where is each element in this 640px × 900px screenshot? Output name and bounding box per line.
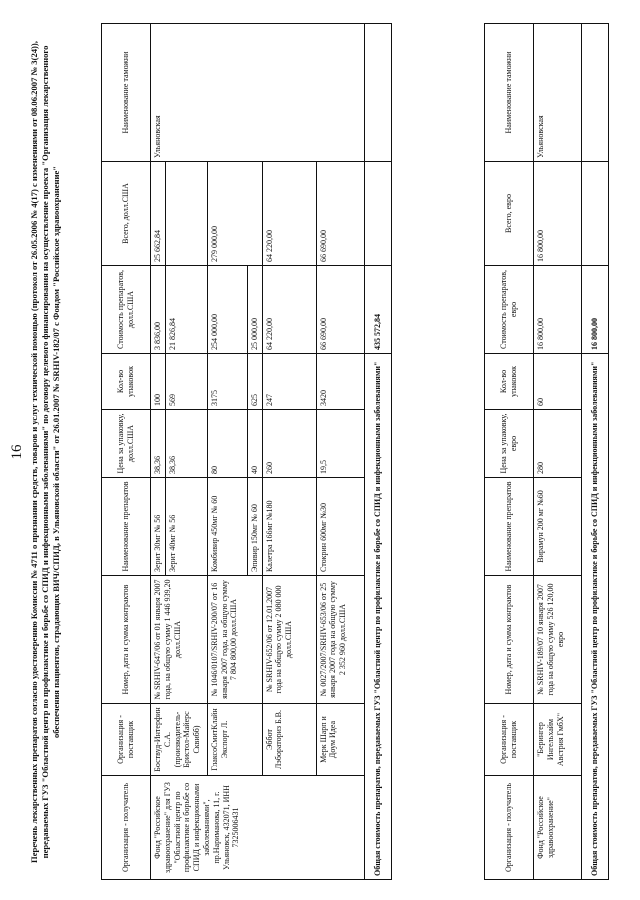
column-header: Цена за упаковку, долл.США: [102, 410, 151, 478]
qty-cell: 3175: [207, 354, 247, 410]
total-cell: 16 800,00: [534, 162, 582, 266]
total-value: 435 572,84: [364, 266, 391, 354]
total-cell: 279 000,00: [207, 162, 262, 266]
page-number: 16: [9, 444, 25, 460]
column-header: Стоимость препаратов, долл.США: [102, 266, 151, 354]
total-cell: 64 220,00: [262, 162, 316, 266]
qty-cell: 3420: [316, 354, 364, 410]
table-total-row: [364, 24, 391, 880]
table-header-row: [485, 24, 534, 880]
supplier-cell: "Берингер Ингельхайм Австрия ГмбХ": [534, 704, 582, 776]
supplier-cell: Эббот Лэбораториз Б.В.: [262, 704, 316, 776]
price-cell: 40: [247, 410, 262, 478]
table-row: [534, 24, 582, 880]
column-header: Организация - получатель: [485, 776, 534, 880]
cost-cell: 66 690,00: [316, 266, 364, 354]
qty-cell: 60: [534, 354, 582, 410]
column-header: Наименование препаратов: [485, 478, 534, 576]
column-header: Организация - поставщик: [102, 704, 151, 776]
contract-cell: № 0027/2007/SRHIV-653/06 от 25 января 2007 года на общую сумму 2 352 960 долл.США: [316, 576, 364, 704]
customs-cell: Ульяновская: [534, 24, 582, 162]
total-cell-empty: [165, 162, 207, 266]
drug-cell: Эпивир 150мг № 60: [247, 478, 262, 576]
total-cell: 25 662,84: [151, 162, 166, 266]
cost-cell: 25 000,00: [247, 266, 262, 354]
customs-cell: Ульяновская: [151, 24, 365, 162]
column-header: Наименование препаратов: [102, 478, 151, 576]
table-total-row: [582, 24, 609, 880]
cost-cell: 3 836,00: [151, 266, 166, 354]
qty-cell: 247: [262, 354, 316, 410]
qty-cell: 100: [151, 354, 166, 410]
recipient-cell: Фонд "Российское здравоохранение" для ГУЗ "Областной центр по профилактике и борьбе со СПИД и инфекционными заболеваниями", пр.Нариманова, 11, г. Ульяновск, 432071, ИНН 7325006431: [151, 776, 365, 880]
recipient-cell: Фонд "Российское здравоохранение": [534, 776, 582, 880]
column-header: Кол-во упаковок: [102, 354, 151, 410]
drug-cell: Калетра 166мг №180: [262, 478, 316, 576]
price-cell: 80: [207, 410, 247, 478]
cost-cell: 64 220,00: [262, 266, 316, 354]
total-value: 16 800,00: [582, 266, 609, 354]
drugs-table-usd: [101, 23, 392, 880]
rotated-content: [8, 12, 632, 892]
total-cell: 66 690,00: [316, 162, 364, 266]
table-row: [151, 24, 166, 880]
drug-cell: Стокрин 600мг №30: [316, 478, 364, 576]
total-label: Общая стоимость препаратов, передаваемых ГУЗ "Областной центр по профилактике и борьбе со СПИД и инфекционными заболеваниями": [364, 354, 391, 880]
drug-cell: Зерит 30мг № 56: [151, 478, 166, 576]
column-header: Наименование таможни: [485, 24, 534, 162]
column-header: Номер, дата и сумма контрактов: [102, 576, 151, 704]
price-cell: 280: [534, 410, 582, 478]
column-header: Организация - получатель: [102, 776, 151, 880]
drug-cell: Вирамун 200 мг №60: [534, 478, 582, 576]
price-cell: 38,36: [165, 410, 207, 478]
contract-cell: № SRHIV-189/07 10 января 2007 года на общую сумму 526 120,00 евро: [534, 576, 582, 704]
contract-cell: № SRHIV-652/06 от 12.01.2007 года на общую сумму 2 080 000 долл.США: [262, 576, 316, 704]
table-header-row: [102, 24, 151, 880]
price-cell: 19,5: [316, 410, 364, 478]
qty-cell: 625: [247, 354, 262, 410]
price-cell: 260: [262, 410, 316, 478]
total-label: Общая стоимость препаратов, передаваемых ГУЗ "Областной центр по профилактике и борьбе со СПИД и инфекционными заболеваниями": [582, 354, 609, 880]
drugs-table-eur: [484, 23, 609, 880]
qty-cell: 569: [165, 354, 207, 410]
total-empty-cell: [364, 162, 391, 266]
column-header: Всего, евро: [485, 162, 534, 266]
contract-cell: № 1046/0107/SRHIV-200/07 от 16 января 2007 года, на общую сумму 7 804 800,00 долл.США: [207, 576, 262, 704]
cost-cell: 21 826,84: [165, 266, 207, 354]
contract-cell: № SRHIV-647/06 от 01 января 2007 года, на общую сумму 1 446 939,20 долл.США: [151, 576, 208, 704]
total-empty-cell: [582, 162, 609, 266]
column-header: Цена за упаковку, евро: [485, 410, 534, 478]
column-header: Всего, долл.США: [102, 162, 151, 266]
supplier-cell: ГлаксоСмитКлайн Экспорт Л.: [207, 704, 262, 776]
supplier-cell: Мерк Шарп и Доум Идеа: [316, 704, 364, 776]
supplier-cell: Боствуд-Интерфин С.А.(производитель-Бристол-Майерс Сквибб): [151, 704, 208, 776]
document-heading: Перечень лекарственных препаратов согласно удостоверению Комиссии № 4711 о признании средств, товаров и услуг технической помощью (протокол от 26.05.2006 № 4(17) с изменениями от 08.06.2007 № 3(24)), передаваемых ГУЗ "Областной центр по профилактике и борьбе со СПИД и инфекционными заболеваниями" по договору целевого финансирования на осуществление проекта "Организация лекарственного обеспечения пациентов, страдающих ВИЧ/СПИД, в Ульяновской области" от 26.01.2007 № SRHIV-182/07 с Фондом "Российское здравоохранение": [29, 41, 62, 863]
column-header: Номер, дата и сумма контрактов: [485, 576, 534, 704]
total-empty-cell: [364, 24, 391, 162]
drug-cell: Комбивир 450мг № 60: [207, 478, 247, 576]
drug-cell: Зерит 40мг № 56: [165, 478, 207, 576]
cost-cell: 16 800,00: [534, 266, 582, 354]
column-header: Стоимость препаратов, евро: [485, 266, 534, 354]
column-header: Кол-во упаковок: [485, 354, 534, 410]
total-empty-cell: [582, 24, 609, 162]
column-header: Организация - поставщик: [485, 704, 534, 776]
cost-cell: 254 000,00: [207, 266, 247, 354]
column-header: Наименование таможни: [102, 24, 151, 162]
price-cell: 38,36: [151, 410, 166, 478]
